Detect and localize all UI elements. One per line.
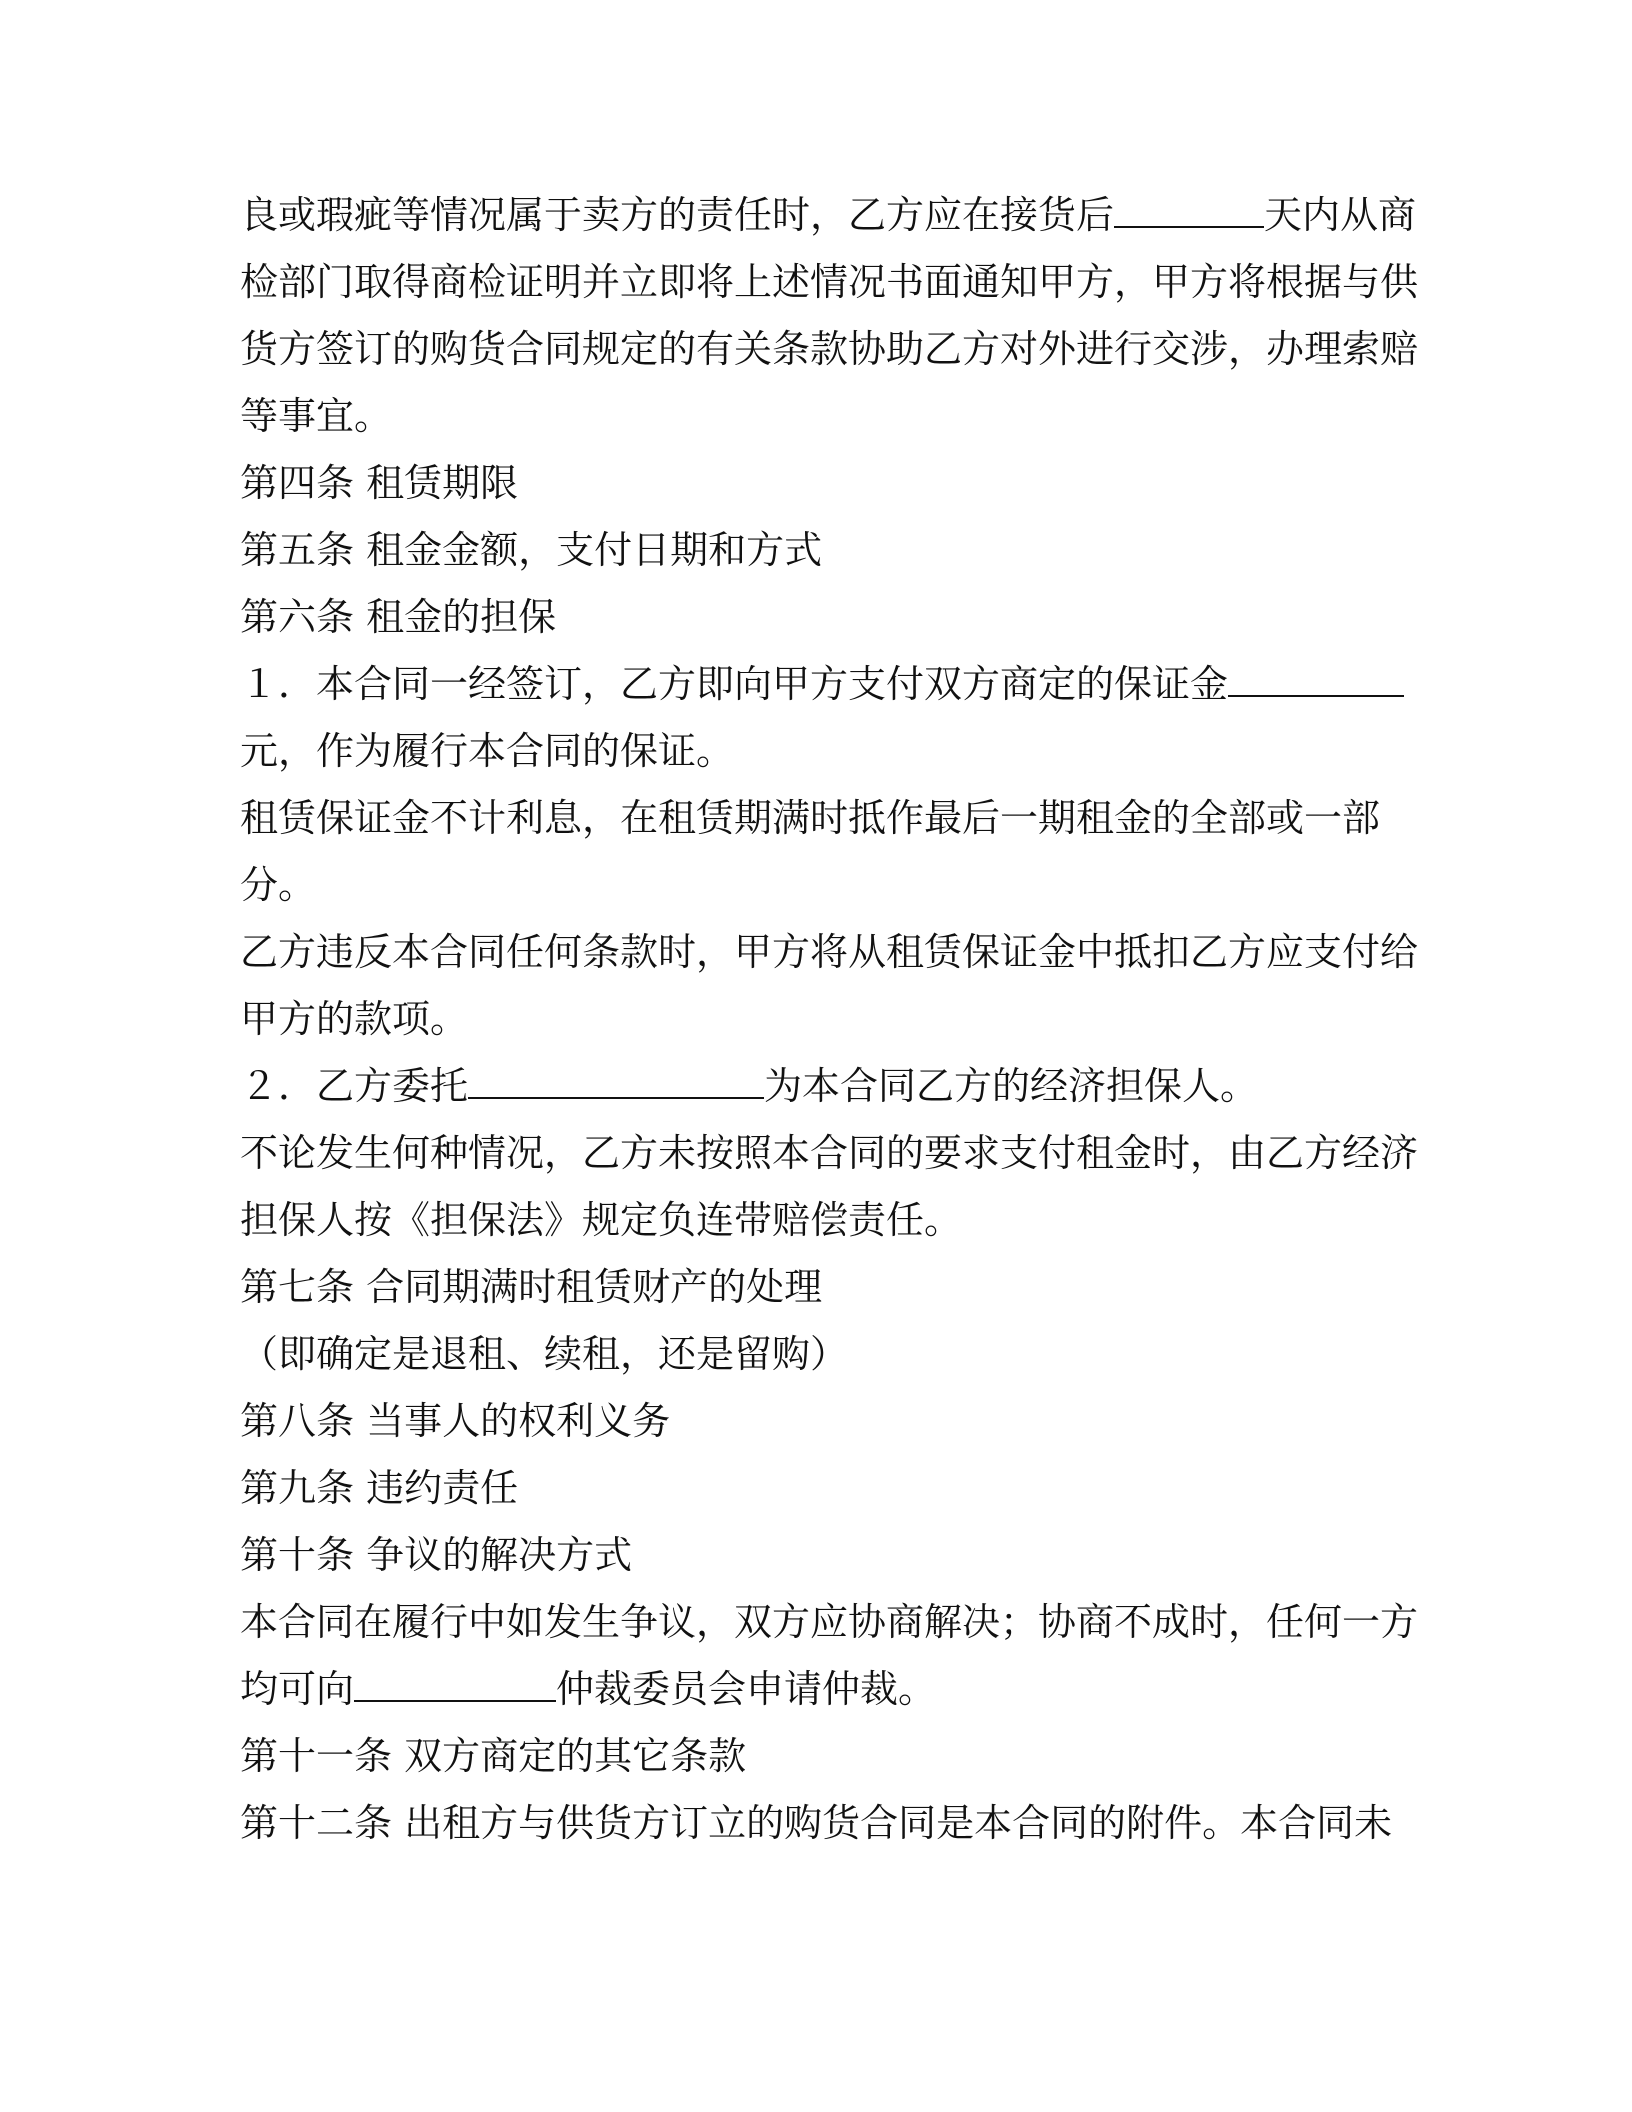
- text-line: 等事宜。: [240, 394, 393, 438]
- text-line: 本合同在履行中如发生争议，双方应协商解决；协商不成时，任何一方: [240, 1600, 1419, 1644]
- article-heading: 第四条 租赁期限: [240, 461, 519, 505]
- text-line: 货方签订的购货合同规定的有关条款协助乙方对外进行交涉，办理索赔: [240, 327, 1419, 371]
- blank-guarantor-field[interactable]: [468, 1063, 764, 1099]
- text-line: 分。: [240, 863, 317, 907]
- text-line: ２．乙方委托 为本合同乙方的经济担保人。: [240, 1064, 1259, 1108]
- blank-arbitration-field[interactable]: [354, 1666, 556, 1702]
- text-line: 检部门取得商检证明并立即将上述情况书面通知甲方，甲方将根据与供: [240, 260, 1419, 304]
- text-line: 乙方违反本合同任何条款时，甲方将从租赁保证金中抵扣乙方应支付给: [240, 930, 1419, 974]
- article-heading: 第六条 租金的担保: [240, 595, 557, 639]
- article-heading: 第九条 违约责任: [240, 1466, 519, 1510]
- text-line: １．本合同一经签订，乙方即向甲方支付双方商定的保证金: [240, 660, 1440, 708]
- article-heading: 第十条 争议的解决方式: [240, 1533, 633, 1577]
- text-line: 甲方的款项。: [240, 997, 469, 1041]
- text-line: 租赁保证金不计利息，在租赁期满时抵作最后一期租金的全部或一部: [240, 796, 1381, 840]
- text-line: 不论发生何种情况，乙方未按照本合同的要求支付租金时，由乙方经济: [240, 1131, 1419, 1175]
- article-heading: 第十一条 双方商定的其它条款: [240, 1734, 747, 1778]
- blank-deposit-field[interactable]: [1228, 661, 1404, 697]
- article-heading: 第八条 当事人的权利义务: [240, 1399, 671, 1443]
- article-heading: 第七条 合同期满时租赁财产的处理: [240, 1265, 823, 1309]
- text-line: 良或瑕疵等情况属于卖方的责任时，乙方应在接货后 天内从商: [240, 193, 1417, 237]
- text-line: 担保人按《担保法》规定负连带赔偿责任。: [240, 1198, 963, 1242]
- text-line: 均可向 仲裁委员会申请仲裁。: [240, 1667, 937, 1711]
- article-heading: 第五条 租金金额，支付日期和方式: [240, 528, 823, 572]
- article-heading: 第十二条 出租方与供货方订立的购货合同是本合同的附件。本合同未: [240, 1801, 1393, 1845]
- blank-days-field[interactable]: [1114, 192, 1264, 228]
- text-line: 元，作为履行本合同的保证。: [240, 729, 735, 773]
- text-line: （即确定是退租、续租，还是留购）: [240, 1332, 849, 1376]
